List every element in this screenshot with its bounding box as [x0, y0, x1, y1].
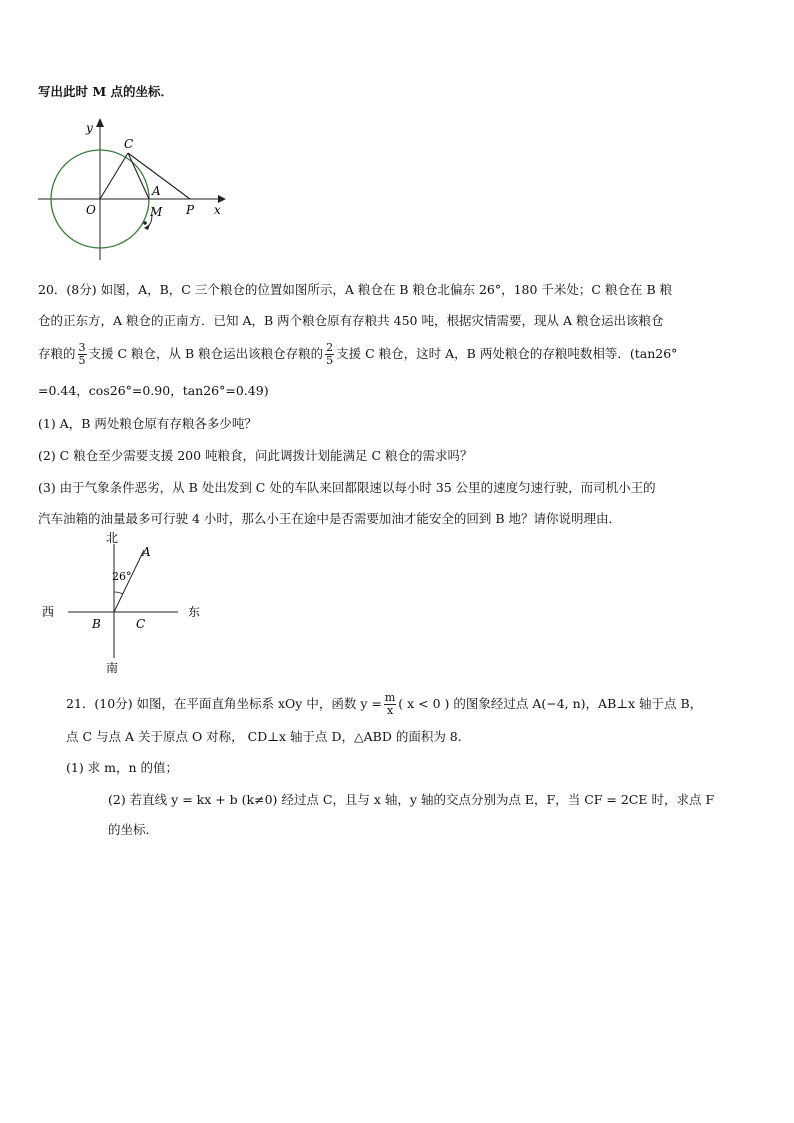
fig2-label-west: 西: [42, 605, 55, 619]
q20-line3-a: 存粮的: [38, 346, 76, 361]
q21-line1-a: 21．(10分) 如图，在平面直角坐标系 xOy 中，函数 y =: [66, 696, 382, 711]
fig1-label-x: x: [214, 203, 221, 217]
q20-line3-c: 支援 C 粮仓，这时 A，B 两处粮仓的存粮吨数相等．(tan26°: [336, 346, 678, 361]
q20-part3-line2: 汽车油箱的油量最多可行驶 4 小时，那么小王在途中是否需要加油才能安全的回到 B 地？请你说明理由．: [38, 511, 622, 526]
intro-line: 写出此时 M 点的坐标．: [38, 84, 174, 99]
q20-line4: =0.44，cos26°=0.90，tan26°=0.49): [38, 383, 269, 398]
q21-part1: (1) 求 m，n 的值；: [66, 760, 179, 775]
fig2-label-south: 南: [106, 661, 119, 675]
fig1-label-A: A: [152, 184, 161, 198]
fig2-label-north: 北: [106, 531, 119, 545]
fig1-label-y: y: [86, 121, 93, 135]
figure-compass: [36, 530, 216, 678]
fig1-label-P: P: [186, 203, 195, 217]
q21-part2: (2) 若直线 y = kx + b (k≠0) 经过点 C，且与 x 轴，y 轴的交点分别为点 E，F，当 CF = 2CE 时，求点 F: [108, 792, 715, 807]
q20-part2: (2) C 粮仓至少需要支援 200 吨粮食，问此调拨计划能满足 C 粮仓的需求吗？: [38, 448, 473, 463]
fraction-2-5-num: 2: [326, 341, 334, 354]
q20-line1: 20．(8分) 如图，A，B，C 三个粮仓的位置如图所示，A 粮仓在 B 粮仓北偏东 26°，180 千米处；C 粮仓在 B 粮: [38, 282, 673, 297]
figure-circle-tangent: [34, 110, 234, 270]
fraction-3-5: [78, 342, 87, 367]
fraction-m-x-den: x: [386, 704, 394, 717]
fraction-3-5-den: 5: [78, 354, 86, 367]
fraction-m-x-num: m: [384, 691, 396, 704]
fig2-label-east: 东: [188, 605, 201, 619]
fig2-label-angle: 26°: [112, 570, 132, 583]
fig1-label-C: C: [124, 137, 134, 151]
fig2-label-A: A: [142, 545, 151, 559]
q21-line2: 点 C 与点 A 关于原点 O 对称， CD⊥x 轴于点 D，△ABD 的面积为 8.: [66, 729, 462, 744]
fig1-label-M: M: [150, 205, 163, 219]
fraction-2-5-den: 5: [326, 354, 334, 367]
fraction-2-5: [325, 342, 334, 367]
fig2-label-C: C: [136, 617, 146, 631]
q21-line1: [66, 692, 702, 717]
q20-line3-b: 支援 C 粮仓，从 B 粮仓运出该粮仓存粮的: [88, 346, 324, 361]
q20-part3-line1: (3) 由于气象条件恶劣，从 B 处出发到 C 处的车队来回都限速以每小时 35 公里的速度匀速行驶，而司机小王的: [38, 480, 656, 495]
fig2-label-B: B: [92, 617, 101, 631]
q21-line1-b: ( x < 0 ) 的图象经过点 A(−4, n)，AB⊥x 轴于点 B，: [398, 696, 703, 711]
q20-part1: (1) A，B 两处粮仓原有存粮各多少吨？: [38, 416, 257, 431]
q20-line3: [38, 342, 677, 367]
fraction-m-x: [384, 692, 396, 717]
q21-part2-line2: 的坐标．: [108, 822, 159, 837]
fig1-label-O: O: [86, 203, 96, 217]
q20-line2: 仓的正东方，A 粮仓的正南方．已知 A，B 两个粮仓原有存粮共 450 吨，根据灾情需要，现从 A 粮仓运出该粮仓: [38, 313, 664, 328]
fraction-3-5-num: 3: [78, 341, 86, 354]
